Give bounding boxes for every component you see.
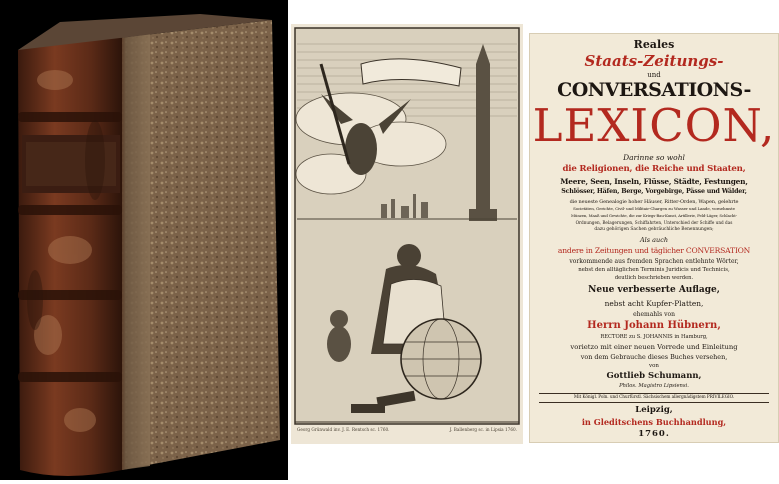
title-vorietzo: vorietzo mit einer neuen Vorrede und Einleitung — [570, 343, 738, 351]
title-leipzig: Leipzig, — [635, 405, 673, 415]
title-von: von — [649, 363, 659, 369]
title-rule-bottom — [539, 402, 769, 403]
title-genealogie: die neueste Genealogie hoher Häuser, Ritter-Orden, Wapen, gelehrte — [569, 199, 739, 205]
frontispiece-caption-right: J. Ballenberg sc. in Lipsia 1760. — [449, 427, 517, 432]
title-privilegio: Mit Königl. Poln. und Churfürstl. Sächsischem allergnädigstem PRIVILEGIO. — [573, 395, 735, 400]
title-philos: Philos. Magistro Lipsiensi. — [619, 383, 689, 389]
title-herrn: Herrn Johann Hübnern, — [587, 320, 721, 331]
title-nebst-acht: nebst acht Kupfer-Platten, — [604, 299, 704, 308]
frontispiece — [291, 24, 523, 444]
title-vorkommende: vorkommende aus fremden Sprachen entlehnte Wörter, — [569, 258, 739, 265]
frontispiece-caption-left: Georg Grünwald inv. J. E. Rentsch sc. 1760. — [297, 427, 390, 432]
title-page — [529, 33, 779, 443]
book-photo — [0, 0, 288, 480]
title-year: 1760. — [638, 429, 670, 439]
title-darinne: Darinne so wohl — [623, 153, 685, 162]
title-lexicon: LEXICON, — [532, 99, 776, 152]
title-gottlieb: Gottlieb Schumann, — [606, 371, 702, 381]
title-ordnungen: Ordnungen, Belagerungen, Schiffahrten, Unterschied der Schiffe und das — [575, 220, 733, 225]
title-und: und — [647, 71, 661, 79]
title-dazu: dazu gehörigen Sachen gebräuchliche Benennungen; — [594, 227, 714, 232]
book-illustration — [0, 0, 288, 480]
title-gleditsch: in Gleditschens Buchhandlung, — [581, 417, 727, 427]
title-staats: Staats-Zeitungs- — [584, 52, 724, 70]
title-andere: andere in Zeitungen und täglicher CONVERSATION — [557, 246, 751, 255]
title-ehemahls: ehemahls von — [633, 311, 675, 318]
title-rectore: RECTORE zu S. JOHANNIS in Hamburg, — [600, 334, 708, 340]
title-deutlich: deutlich beschrieben werden. — [614, 275, 694, 281]
title-schloesser: Schlösser, Häfen, Berge, Vorgebirge, Pässe und Wälder, — [561, 188, 747, 195]
title-als-auch: Als auch — [639, 236, 669, 244]
title-reales: Reales — [633, 38, 675, 51]
title-nebst: nebst den alltäglichen Terminis Juridicis und Technicis, — [578, 267, 730, 273]
title-societaeten: Societäten, Gerichte, Civil- und Militair-Chargen zu Wasser und Lande, vornehmste — [573, 206, 735, 211]
title-meere: Meere, Seen, Inseln, Flüsse, Städte, Festungen, — [560, 177, 748, 186]
title-religionen: die Religionen, die Reiche und Staaten, — [562, 164, 746, 174]
title-conversations: CONVERSATIONS- — [557, 79, 751, 101]
title-muenzen: Münzen, Maaß und Gewichte, die zur Kriegs-Bau-Kunst, Artillerie, Feld-Läger, Schlacht- — [571, 213, 737, 218]
title-neue-auflage: Neue verbesserte Auflage, — [588, 285, 720, 295]
title-von-dem: von dem Gebrauche dieses Buches versehen, — [580, 353, 728, 361]
title-rule-top — [539, 393, 769, 394]
frontispiece-engraving — [291, 24, 523, 444]
